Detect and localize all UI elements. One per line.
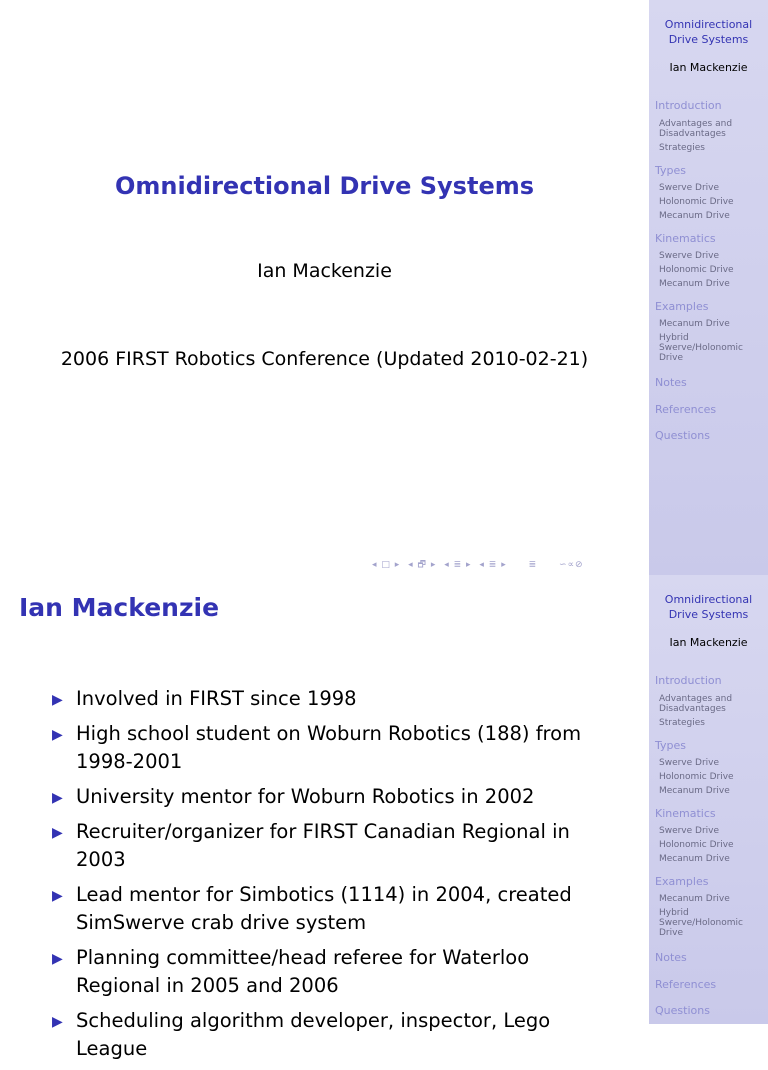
align-nav-icon[interactable]: ≣ (528, 560, 538, 570)
sidebar-sub-label: Disadvantages (659, 129, 726, 139)
sidebar-sub-mecanum[interactable]: Mecanum Drive (659, 279, 730, 289)
presentation-title: Omnidirectional Drive Systems (114, 172, 535, 200)
sidebar-author[interactable]: Ian Mackenzie (669, 636, 748, 649)
sidebar-section-references[interactable]: References (655, 978, 717, 991)
list-item: ▶ Recruiter/organizer for FIRST Canadian Regional in 2003 (52, 820, 570, 871)
sidebar-sub-mecanum[interactable]: Mecanum Drive (659, 319, 730, 329)
sidebar-section-examples[interactable]: Examples (655, 300, 709, 313)
bullet-triangle-icon: ▶ (52, 951, 63, 967)
sidebar-title-line2: Drive Systems (668, 33, 749, 46)
sidebar-sub-mecanum[interactable]: Mecanum Drive (659, 894, 730, 904)
subsection2-nav-icon[interactable]: ◂ ≣ ▸ (479, 560, 507, 570)
list-item: ▶ Scheduling algorithm developer, inspector, Lego League (52, 1009, 551, 1060)
sidebar-sub-label: Disadvantages (659, 704, 726, 714)
sidebar (649, 0, 768, 575)
sidebar-sub-mecanum[interactable]: Mecanum Drive (659, 854, 730, 864)
frame-nav-icon[interactable]: ◂ □ ▸ (372, 560, 401, 570)
sidebar-section-questions[interactable]: Questions (655, 429, 710, 442)
list-item: ▶ High school student on Woburn Robotics (188) from 1998-2001 (52, 722, 582, 773)
sidebar-sub-strategies[interactable]: Strategies (659, 143, 705, 153)
sidebar-sub-label: Advantages and (659, 694, 733, 704)
list-item: ▶ University mentor for Woburn Robotics in 2002 (52, 783, 612, 811)
frame-title: Ian Mackenzie (19, 593, 220, 622)
sidebar-sub-holonomic[interactable]: Holonomic Drive (659, 772, 734, 782)
sidebar-title[interactable] (649, 592, 768, 622)
sidebar-sub-hybrid[interactable] (659, 333, 743, 363)
author-slide (0, 575, 768, 1060)
sidebar-sub-hybrid[interactable] (659, 908, 743, 938)
bullet-triangle-icon: ▶ (52, 888, 63, 904)
bullet-triangle-icon: ▶ (52, 692, 63, 708)
sidebar-sub-holonomic[interactable]: Holonomic Drive (659, 840, 734, 850)
sidebar-sub-label: Drive (659, 353, 683, 363)
sidebar-sub-label: Advantages and (659, 119, 733, 129)
sidebar-sub-advantages[interactable] (659, 119, 732, 139)
sidebar-sub-label: Swerve/Holonomic (659, 343, 743, 353)
sidebar-sub-swerve[interactable]: Swerve Drive (659, 251, 720, 261)
sidebar-sub-holonomic[interactable]: Holonomic Drive (659, 197, 734, 207)
sidebar-sub-swerve[interactable]: Swerve Drive (659, 183, 720, 193)
sidebar-section-kinematics[interactable]: Kinematics (655, 807, 716, 820)
sidebar-sub-swerve[interactable]: Swerve Drive (659, 758, 720, 768)
list-item: ▶ Lead mentor for Simbotics (1114) in 2004, created SimSwerve crab drive system (52, 883, 572, 934)
sidebar-sub-label: Swerve/Holonomic (659, 918, 743, 928)
sidebar-sub-label: Drive (659, 928, 683, 938)
list-item: ▶ Planning committee/head referee for Waterloo Regional in 2005 and 2006 (52, 946, 530, 997)
sidebar-section-notes[interactable]: Notes (655, 951, 687, 964)
sidebar-section-types[interactable]: Types (655, 164, 686, 177)
sidebar (649, 575, 768, 1024)
sidebar-sub-mecanum[interactable]: Mecanum Drive (659, 786, 730, 796)
sidebar-section-examples[interactable]: Examples (655, 875, 709, 888)
presentation-author: Ian Mackenzie (257, 260, 392, 282)
bullet-triangle-icon: ▶ (52, 727, 63, 743)
sidebar-sub-label: Hybrid (659, 908, 689, 918)
sidebar-title-line1: Omnidirectional (664, 593, 753, 606)
subsection-nav-icon[interactable]: ◂ 🗗 ▸ (408, 560, 437, 570)
sidebar-sub-holonomic[interactable]: Holonomic Drive (659, 265, 734, 275)
sidebar-title-line2: Drive Systems (668, 608, 749, 621)
sidebar-section-introduction[interactable]: Introduction (655, 99, 722, 112)
presentation-conference: 2006 FIRST Robotics Conference (Updated 2010-02-21) (60, 348, 589, 370)
list-item: ▶ Involved in FIRST since 1998 (52, 685, 612, 713)
bullet-list (52, 685, 612, 1070)
section-nav-icon[interactable]: ◂ ≣ ▸ (444, 560, 472, 570)
sidebar-title[interactable] (649, 17, 768, 47)
sidebar-sub-mecanum[interactable]: Mecanum Drive (659, 211, 730, 221)
sidebar-sub-advantages[interactable] (659, 694, 732, 714)
sidebar-section-questions[interactable]: Questions (655, 1004, 710, 1017)
sidebar-section-introduction[interactable]: Introduction (655, 674, 722, 687)
sidebar-section-references[interactable]: References (655, 403, 717, 416)
sidebar-title-line1: Omnidirectional (664, 18, 753, 31)
search-nav-icon[interactable]: ∽∝⊘ (559, 560, 584, 570)
beamer-navigation (372, 557, 588, 573)
bullet-triangle-icon: ▶ (52, 825, 63, 841)
sidebar-sub-label: Hybrid (659, 333, 689, 343)
bullet-triangle-icon: ▶ (52, 1014, 63, 1030)
sidebar-section-kinematics[interactable]: Kinematics (655, 232, 716, 245)
sidebar-section-types[interactable]: Types (655, 739, 686, 752)
sidebar-sub-swerve[interactable]: Swerve Drive (659, 826, 720, 836)
sidebar-author[interactable]: Ian Mackenzie (669, 61, 748, 74)
bullet-triangle-icon: ▶ (52, 790, 63, 806)
sidebar-sub-strategies[interactable]: Strategies (659, 718, 705, 728)
sidebar-section-notes[interactable]: Notes (655, 376, 687, 389)
